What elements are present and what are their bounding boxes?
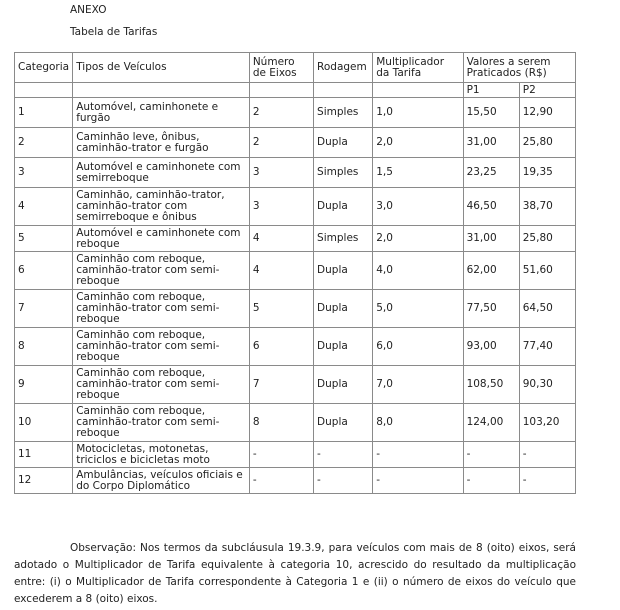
header-categoria: Categoria xyxy=(15,53,73,83)
cell-categoria: 9 xyxy=(15,366,73,404)
cell-tipo-veiculo: Caminhão com reboque, caminhão-trator com semi-reboque xyxy=(73,366,250,404)
header-empty-cell xyxy=(314,83,373,98)
cell-tipo-veiculo: Caminhão com reboque, caminhão-trator com semi-reboque xyxy=(73,290,250,328)
header-empty-cell xyxy=(373,83,463,98)
table-row xyxy=(15,404,576,442)
cell-rodagem: Dupla xyxy=(314,328,373,366)
cell-tipo-veiculo: Motocicletas, motonetas, triciclos e bicicletas moto xyxy=(73,442,250,468)
header-p1: P1 xyxy=(463,83,519,98)
cell-categoria: 10 xyxy=(15,404,73,442)
cell-numero-eixos: 3 xyxy=(249,188,313,226)
cell-multiplicador: 6,0 xyxy=(373,328,463,366)
cell-categoria: 4 xyxy=(15,188,73,226)
annex-heading: ANEXO xyxy=(70,4,107,16)
cell-multiplicador: - xyxy=(373,468,463,494)
cell-numero-eixos: 5 xyxy=(249,290,313,328)
cell-rodagem: Simples xyxy=(314,158,373,188)
table-row xyxy=(15,366,576,404)
table-row xyxy=(15,328,576,366)
cell-rodagem: Dupla xyxy=(314,128,373,158)
cell-rodagem: Simples xyxy=(314,226,373,252)
cell-p2: 51,60 xyxy=(519,252,575,290)
cell-categoria: 1 xyxy=(15,98,73,128)
cell-rodagem: Simples xyxy=(314,98,373,128)
header-tipos-veiculos: Tipos de Veículos xyxy=(73,53,250,83)
table-row xyxy=(15,252,576,290)
cell-rodagem: - xyxy=(314,442,373,468)
observation-text: Observação: Nos termos da subcláusula 19.3.9, para veículos com mais de 8 (oito) eixos, será adotado o Multiplicador de Tarifa equivalente à categoria 10, acrescido do resultado da multiplicação entre: (i) o Multiplicador de Tarifa correspondente à Categoria 1 e (ii) o número de eixos do veículo que excederem a 8 (oito) eixos. xyxy=(14,542,576,605)
cell-p2: 103,20 xyxy=(519,404,575,442)
cell-p1: - xyxy=(463,442,519,468)
cell-rodagem: - xyxy=(314,468,373,494)
cell-categoria: 12 xyxy=(15,468,73,494)
cell-multiplicador: 8,0 xyxy=(373,404,463,442)
cell-rodagem: Dupla xyxy=(314,252,373,290)
cell-categoria: 8 xyxy=(15,328,73,366)
cell-p2: - xyxy=(519,442,575,468)
cell-numero-eixos: 3 xyxy=(249,158,313,188)
header-valores: Valores a serem Praticados (R$) xyxy=(463,53,575,83)
cell-multiplicador: 2,0 xyxy=(373,128,463,158)
cell-p2: 77,40 xyxy=(519,328,575,366)
header-empty-cell xyxy=(249,83,313,98)
cell-p2: 12,90 xyxy=(519,98,575,128)
cell-rodagem: Dupla xyxy=(314,366,373,404)
cell-multiplicador: 3,0 xyxy=(373,188,463,226)
cell-tipo-veiculo: Caminhão leve, ônibus, caminhão-trator e furgão xyxy=(73,128,250,158)
table-body xyxy=(15,98,576,494)
table-row xyxy=(15,468,576,494)
cell-multiplicador: - xyxy=(373,442,463,468)
cell-p1: 124,00 xyxy=(463,404,519,442)
cell-rodagem: Dupla xyxy=(314,290,373,328)
cell-numero-eixos: 2 xyxy=(249,98,313,128)
cell-p1: 46,50 xyxy=(463,188,519,226)
cell-p2: 64,50 xyxy=(519,290,575,328)
cell-tipo-veiculo: Caminhão com reboque, caminhão-trator com semi-reboque xyxy=(73,404,250,442)
cell-p1: 15,50 xyxy=(463,98,519,128)
cell-numero-eixos: 2 xyxy=(249,128,313,158)
table-row xyxy=(15,188,576,226)
cell-categoria: 11 xyxy=(15,442,73,468)
cell-categoria: 7 xyxy=(15,290,73,328)
cell-multiplicador: 4,0 xyxy=(373,252,463,290)
table-row xyxy=(15,128,576,158)
cell-p2: 25,80 xyxy=(519,128,575,158)
cell-p2: 25,80 xyxy=(519,226,575,252)
cell-p1: 93,00 xyxy=(463,328,519,366)
cell-numero-eixos: - xyxy=(249,442,313,468)
cell-p1: 23,25 xyxy=(463,158,519,188)
table-row xyxy=(15,442,576,468)
cell-numero-eixos: 8 xyxy=(249,404,313,442)
cell-p2: 38,70 xyxy=(519,188,575,226)
header-numero-eixos: Número de Eixos xyxy=(249,53,313,83)
cell-numero-eixos: 6 xyxy=(249,328,313,366)
cell-tipo-veiculo: Automóvel, caminhonete e furgão xyxy=(73,98,250,128)
cell-tipo-veiculo: Ambulâncias, veículos oficiais e do Corpo Diplomático xyxy=(73,468,250,494)
cell-numero-eixos: 4 xyxy=(249,226,313,252)
cell-multiplicador: 5,0 xyxy=(373,290,463,328)
cell-p2: 19,35 xyxy=(519,158,575,188)
header-empty-cell xyxy=(15,83,73,98)
cell-multiplicador: 1,5 xyxy=(373,158,463,188)
cell-p1: - xyxy=(463,468,519,494)
cell-categoria: 2 xyxy=(15,128,73,158)
cell-p1: 108,50 xyxy=(463,366,519,404)
cell-categoria: 6 xyxy=(15,252,73,290)
header-empty-cell xyxy=(73,83,250,98)
cell-tipo-veiculo: Caminhão com reboque, caminhão-trator com semi-reboque xyxy=(73,252,250,290)
observation-paragraph xyxy=(14,540,576,608)
cell-categoria: 5 xyxy=(15,226,73,252)
table-row xyxy=(15,290,576,328)
cell-numero-eixos: 4 xyxy=(249,252,313,290)
table-row xyxy=(15,98,576,128)
header-rodagem: Rodagem xyxy=(314,53,373,83)
table-title: Tabela de Tarifas xyxy=(70,26,158,38)
header-p2: P2 xyxy=(519,83,575,98)
cell-multiplicador: 2,0 xyxy=(373,226,463,252)
table-row xyxy=(15,158,576,188)
cell-categoria: 3 xyxy=(15,158,73,188)
cell-numero-eixos: - xyxy=(249,468,313,494)
cell-p1: 31,00 xyxy=(463,128,519,158)
cell-tipo-veiculo: Automóvel e caminhonete com reboque xyxy=(73,226,250,252)
cell-p2: 90,30 xyxy=(519,366,575,404)
cell-rodagem: Dupla xyxy=(314,188,373,226)
cell-numero-eixos: 7 xyxy=(249,366,313,404)
header-multiplicador: Multiplicador da Tarifa xyxy=(373,53,463,83)
cell-p2: - xyxy=(519,468,575,494)
tariff-table xyxy=(14,52,576,494)
cell-multiplicador: 7,0 xyxy=(373,366,463,404)
cell-tipo-veiculo: Caminhão, caminhão-trator, caminhão-trator com semirreboque e ônibus xyxy=(73,188,250,226)
cell-tipo-veiculo: Caminhão com reboque, caminhão-trator com semi-reboque xyxy=(73,328,250,366)
cell-rodagem: Dupla xyxy=(314,404,373,442)
cell-p1: 62,00 xyxy=(463,252,519,290)
table-row xyxy=(15,226,576,252)
cell-p1: 31,00 xyxy=(463,226,519,252)
cell-tipo-veiculo: Automóvel e caminhonete com semirreboque xyxy=(73,158,250,188)
cell-p1: 77,50 xyxy=(463,290,519,328)
cell-multiplicador: 1,0 xyxy=(373,98,463,128)
